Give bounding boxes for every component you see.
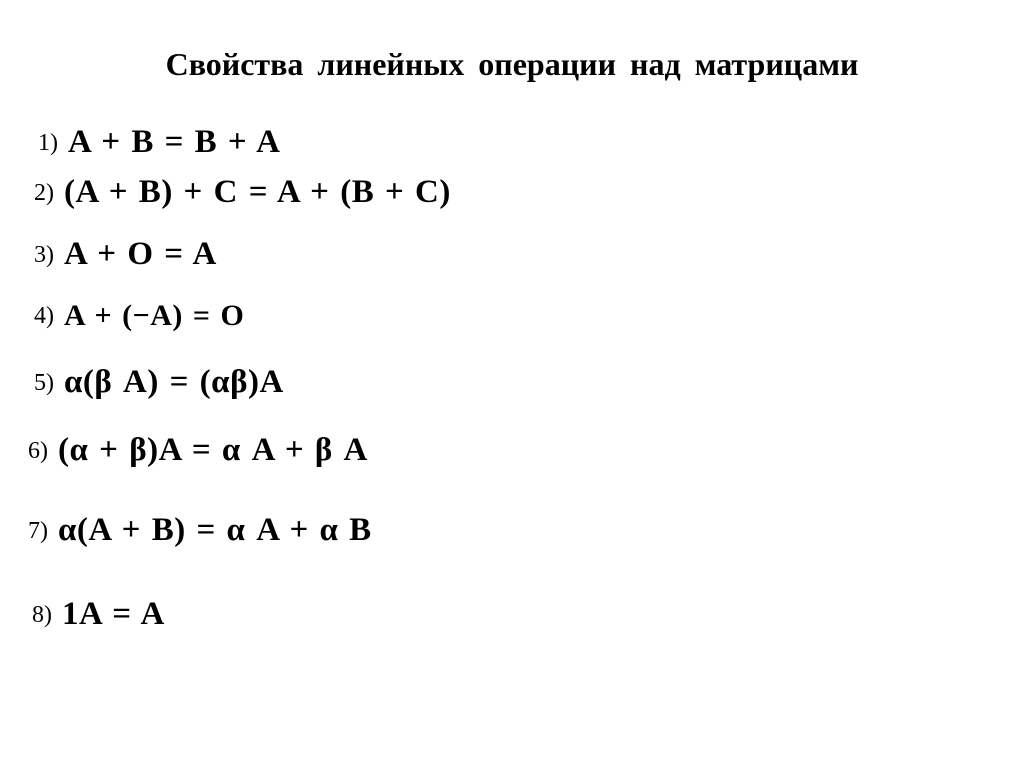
property-4 [34, 301, 244, 331]
property-formula: α(β A) = (αβ)A [64, 364, 284, 400]
property-1 [38, 126, 280, 159]
property-number: 4) [34, 303, 54, 329]
property-5 [34, 366, 284, 399]
property-3 [34, 238, 217, 271]
property-number: 7) [28, 517, 48, 544]
property-number: 1) [38, 129, 58, 156]
property-formula: A + B = B + A [68, 124, 281, 160]
property-formula: A + O = A [64, 236, 217, 272]
property-8 [32, 598, 165, 631]
property-number: 6) [28, 437, 48, 464]
property-number: 3) [34, 241, 54, 268]
property-formula: A + (−A) = O [64, 299, 245, 332]
property-number: 8) [32, 601, 52, 628]
property-2 [34, 176, 451, 209]
property-formula: α(A + B) = α A + α B [58, 512, 372, 548]
property-number: 2) [34, 179, 54, 206]
property-formula: 1A = A [62, 596, 165, 632]
property-formula: (α + β)A = α A + β A [58, 432, 368, 468]
property-6 [28, 434, 368, 467]
property-formula: (A + B) + C = A + (B + C) [64, 174, 451, 210]
page-title: Свойства линейных операции над матрицами [165, 46, 859, 82]
property-number: 5) [34, 369, 54, 396]
property-7 [28, 514, 372, 547]
